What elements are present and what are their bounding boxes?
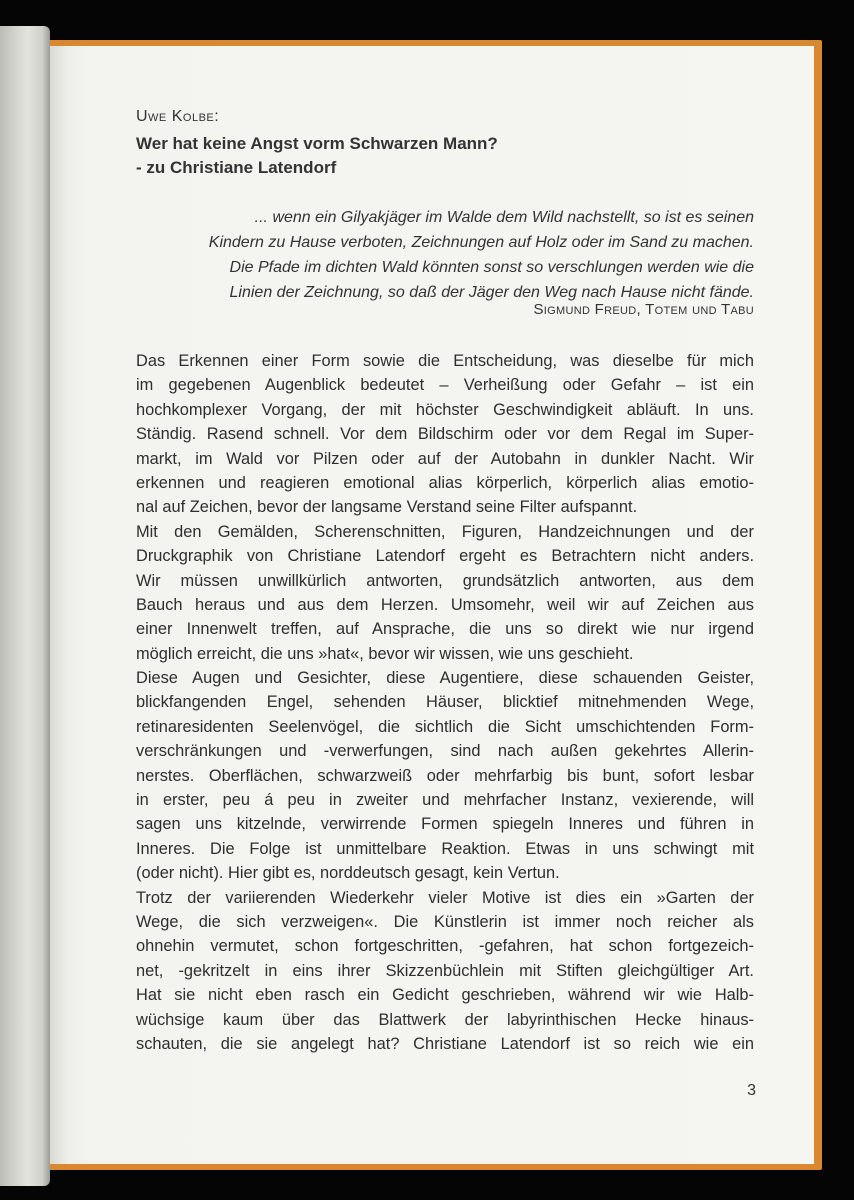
body-text — [136, 349, 754, 1056]
body-line: Bauch heraus und aus dem Herzen. Umsomehr, weil wir auf Zeichen aus — [136, 595, 754, 614]
body-line: Wege, die sich verzweigen«. Die Künstlerin ist immer noch reicher als — [136, 912, 754, 931]
epigraph-line: Linien der Zeichnung, so daß der Jäger den Weg nach Hause nicht fände. — [229, 284, 754, 301]
epigraph-source: Sigmund Freud, Totem und Tabu — [533, 301, 754, 318]
body-line: nal auf Zeichen, bevor der langsame Verstand seine Filter aufspannt. — [136, 498, 638, 517]
body-line: Druckgraphik von Christiane Latendorf ergeht es Betrachtern nicht anders. — [136, 547, 754, 566]
body-line: nerstes. Oberflächen, schwarzweiß oder mehrfarbig bis bunt, sofort lesbar — [136, 766, 754, 785]
page-number: 3 — [747, 1082, 756, 1099]
body-line: ohnehin vermutet, schon fortgeschritten, -gefahren, hat schon fortgezeich- — [136, 937, 754, 956]
book-page — [50, 46, 814, 1164]
body-line: Inneres. Die Folge ist unmittelbare Reaktion. Etwas in uns schwingt mit — [136, 839, 754, 858]
body-line: Diese Augen und Gesichter, diese Augentiere, diese schauenden Geister, — [136, 669, 754, 688]
body-line: im gegebenen Augenblick bedeutet – Verheißung oder Gefahr – ist ein — [136, 376, 754, 395]
body-line: erkennen und reagieren emotional alias körperlich, körperlich alias emotio- — [136, 473, 754, 492]
body-line: Trotz der variierenden Wiederkehr vieler Motive ist dies ein »Garten der — [136, 888, 754, 907]
body-line: net, -gekritzelt in eins ihrer Skizzenbüchlein mit Stiften gleichgültiger Art. — [136, 961, 754, 980]
body-line: Ständig. Rasend schnell. Vor dem Bildschirm oder vor dem Regal im Super- — [136, 425, 754, 444]
epigraph — [114, 205, 754, 305]
essay-title — [136, 132, 498, 180]
body-line: retinaresidenten Seelenvögel, die sichtlich die Sicht umschichtenden Form- — [136, 717, 754, 736]
body-line: Mit den Gemälden, Scherenschnitten, Figuren, Handzeichnungen und der — [136, 522, 754, 541]
body-line: Wir müssen unwillkürlich antworten, grundsätzlich antworten, aus dem — [136, 571, 754, 590]
body-line: verschränkungen und -verwerfungen, sind nach außen gekehrtes Allerin- — [136, 742, 754, 761]
body-line: wüchsige kaum über das Blattwerk der labyrinthischen Hecke hinaus- — [136, 1010, 754, 1029]
facing-page-edge — [0, 26, 50, 1186]
body-line: blickfangenden Engel, sehenden Häuser, blicktief mitnehmenden Wege, — [136, 693, 754, 712]
body-line: möglich erreicht, die uns »hat«, bevor wir wissen, wie uns geschieht. — [136, 644, 634, 663]
epigraph-line: ... wenn ein Gilyakjäger im Walde dem Wild nachstellt, so ist es seinen — [254, 209, 754, 226]
body-line: in erster, peu á peu in zweiter und mehrfacher Instanz, vexierende, will — [136, 791, 754, 810]
subtitle-line: - zu Christiane Latendorf — [136, 158, 337, 177]
title-line: Wer hat keine Angst vorm Schwarzen Mann? — [136, 134, 498, 153]
epigraph-line: Kindern zu Hause verboten, Zeichnungen auf Holz oder im Sand zu machen. — [208, 234, 754, 251]
body-line: markt, im Wald vor Pilzen oder auf der Autobahn in dunkler Nacht. Wir — [136, 449, 754, 468]
body-line: (oder nicht). Hier gibt es, norddeutsch gesagt, kein Vertun. — [136, 864, 560, 883]
author-name: Uwe Kolbe: — [136, 108, 220, 125]
body-line: schauten, die sie angelegt hat? Christiane Latendorf ist so reich wie ein — [136, 1034, 754, 1053]
body-line: einer Innenwelt treffen, auf Ansprache, die uns so direkt wie nur irgend — [136, 620, 754, 639]
body-line: sagen uns kitzelnde, verwirrende Formen spiegeln Inneres und führen in — [136, 815, 754, 834]
body-line: Das Erkennen einer Form sowie die Entscheidung, was dieselbe für mich — [136, 352, 754, 370]
body-line: Hat sie nicht eben rasch ein Gedicht geschrieben, während wir wie Halb- — [136, 986, 754, 1005]
body-line: hochkomplexer Vorgang, der mit höchster Geschwindigkeit abläuft. In uns. — [136, 400, 754, 419]
epigraph-line: Die Pfade im dichten Wald könnten sonst so verschlungen werden wie die — [229, 259, 754, 276]
